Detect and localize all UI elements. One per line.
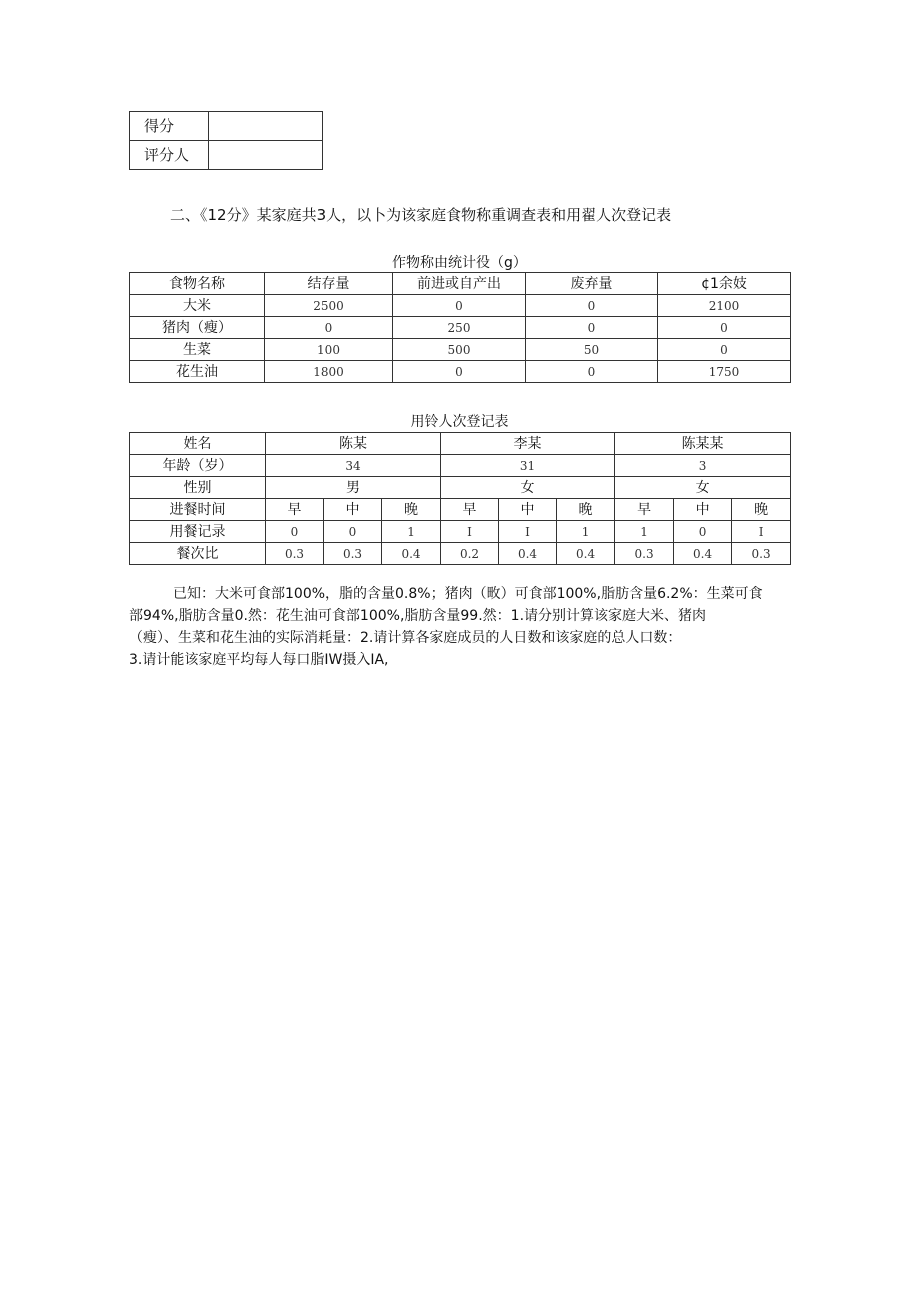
section-title: 二、《12分》某家庭共3人，以卜为该家庭食物称重调查表和用翟人次登记表 [170, 206, 672, 224]
grader-label: 评分人 [130, 141, 209, 170]
food-name-cell: 大米 [130, 295, 265, 317]
meal-time-row-label: 进餐时间 [130, 499, 266, 521]
name-row [130, 433, 791, 455]
grader-value-field[interactable] [209, 141, 323, 170]
food-row [130, 361, 791, 383]
meal-record-row-cell: 1 [615, 521, 674, 543]
meal-record-row-cell: 1 [382, 521, 441, 543]
grader-row [130, 141, 323, 170]
gender-row [130, 477, 791, 499]
meal-record-row-cell: I [441, 521, 499, 543]
age-row [130, 455, 791, 477]
food-value-cell: 100 [265, 339, 393, 361]
meal-time-row-cell: 晚 [382, 499, 441, 521]
meal-record-row-cell: I [499, 521, 557, 543]
food-name-cell: 生菜 [130, 339, 265, 361]
food-value-cell: 2100 [658, 295, 791, 317]
name-row-cell: 陈某 [266, 433, 441, 455]
food-header-row [130, 273, 791, 295]
meal-time-row-cell: 早 [441, 499, 499, 521]
food-value-cell: 1800 [265, 361, 393, 383]
meal-time-row-cell: 中 [499, 499, 557, 521]
food-row [130, 317, 791, 339]
food-table-caption: 作物称由统计役（g） [392, 255, 527, 271]
food-header-cell: 结存量 [265, 273, 393, 295]
known-conditions-paragraph [129, 583, 794, 671]
age-row-label: 年龄（岁） [130, 455, 266, 477]
name-row-cell: 李某 [441, 433, 615, 455]
food-name-cell: 猪肉（瘦） [130, 317, 265, 339]
score-row [130, 112, 323, 141]
meal-time-row-cell: 中 [674, 499, 732, 521]
meal-ratio-row-label: 餐次比 [130, 543, 266, 565]
gender-row-cell: 男 [266, 477, 441, 499]
food-value-cell: 0 [265, 317, 393, 339]
food-value-cell: 0 [393, 295, 526, 317]
meal-record-row-cell: 0 [674, 521, 732, 543]
food-weighing-table [129, 272, 791, 383]
meal-ratio-row-cell: 0.3 [615, 543, 674, 565]
meal-time-row-cell: 晚 [557, 499, 615, 521]
meal-time-row [130, 499, 791, 521]
meal-time-row-cell: 早 [266, 499, 324, 521]
gender-row-cell: 女 [441, 477, 615, 499]
score-table [129, 111, 323, 170]
food-header-cell: 前进或自产出 [393, 273, 526, 295]
food-value-cell: 0 [526, 295, 658, 317]
meal-time-row-cell: 中 [324, 499, 382, 521]
meal-ratio-row-cell: 0.2 [441, 543, 499, 565]
food-value-cell: 500 [393, 339, 526, 361]
food-value-cell: 0 [526, 361, 658, 383]
meal-record-row-cell: 0 [324, 521, 382, 543]
meal-ratio-row-cell: 0.4 [674, 543, 732, 565]
food-value-cell: 50 [526, 339, 658, 361]
score-value-field[interactable] [209, 112, 323, 141]
meal-ratio-row-cell: 0.4 [499, 543, 557, 565]
meal-record-row-label: 用餐记录 [130, 521, 266, 543]
name-row-label: 姓名 [130, 433, 266, 455]
food-value-cell: 0 [393, 361, 526, 383]
score-label: 得分 [130, 112, 209, 141]
meal-ratio-row [130, 543, 791, 565]
gender-row-cell: 女 [615, 477, 791, 499]
food-value-cell: 1750 [658, 361, 791, 383]
food-header-cell: ¢1余妓 [658, 273, 791, 295]
food-header-cell: 食物名称 [130, 273, 265, 295]
age-row-cell: 3 [615, 455, 791, 477]
meal-ratio-row-cell: 0.3 [732, 543, 791, 565]
meal-record-row-cell: I [732, 521, 791, 543]
meal-record-row [130, 521, 791, 543]
meal-ratio-row-cell: 0.3 [324, 543, 382, 565]
meal-time-row-cell: 晚 [732, 499, 791, 521]
name-row-cell: 陈某某 [615, 433, 791, 455]
age-row-cell: 31 [441, 455, 615, 477]
food-value-cell: 0 [658, 317, 791, 339]
diner-register-table [129, 432, 791, 565]
meal-time-row-cell: 早 [615, 499, 674, 521]
food-name-cell: 花生油 [130, 361, 265, 383]
food-value-cell: 2500 [265, 295, 393, 317]
meal-ratio-row-cell: 0.3 [266, 543, 324, 565]
meal-record-row-cell: 0 [266, 521, 324, 543]
age-row-cell: 34 [266, 455, 441, 477]
meal-ratio-row-cell: 0.4 [382, 543, 441, 565]
meal-ratio-row-cell: 0.4 [557, 543, 615, 565]
known-line-1: 已知：大米可食部100%，脂的含量0.8%；猪肉（畋）可食部100%,脂肪含量6.2%：生菜可食 [173, 586, 763, 602]
known-line-3: （瘦）、生菜和花生油的实际消耗量：2.请计算各家庭成员的人日数和该家庭的总人口数： [129, 630, 682, 646]
food-value-cell: 0 [526, 317, 658, 339]
diner-table-caption: 用铃人次登记表 [410, 414, 509, 430]
food-header-cell: 废弃量 [526, 273, 658, 295]
known-line-4: 3.请计能该家庭平均每人每口脂IW摄入IA, [129, 652, 389, 668]
meal-record-row-cell: 1 [557, 521, 615, 543]
known-line-2: 部94%,脂肪含量0.然：花生油可食部100%,脂肪含量99.然：1.请分别计算该家庭大米、猪肉 [129, 608, 707, 624]
food-row [130, 295, 791, 317]
food-value-cell: 0 [658, 339, 791, 361]
food-row [130, 339, 791, 361]
food-value-cell: 250 [393, 317, 526, 339]
gender-row-label: 性别 [130, 477, 266, 499]
